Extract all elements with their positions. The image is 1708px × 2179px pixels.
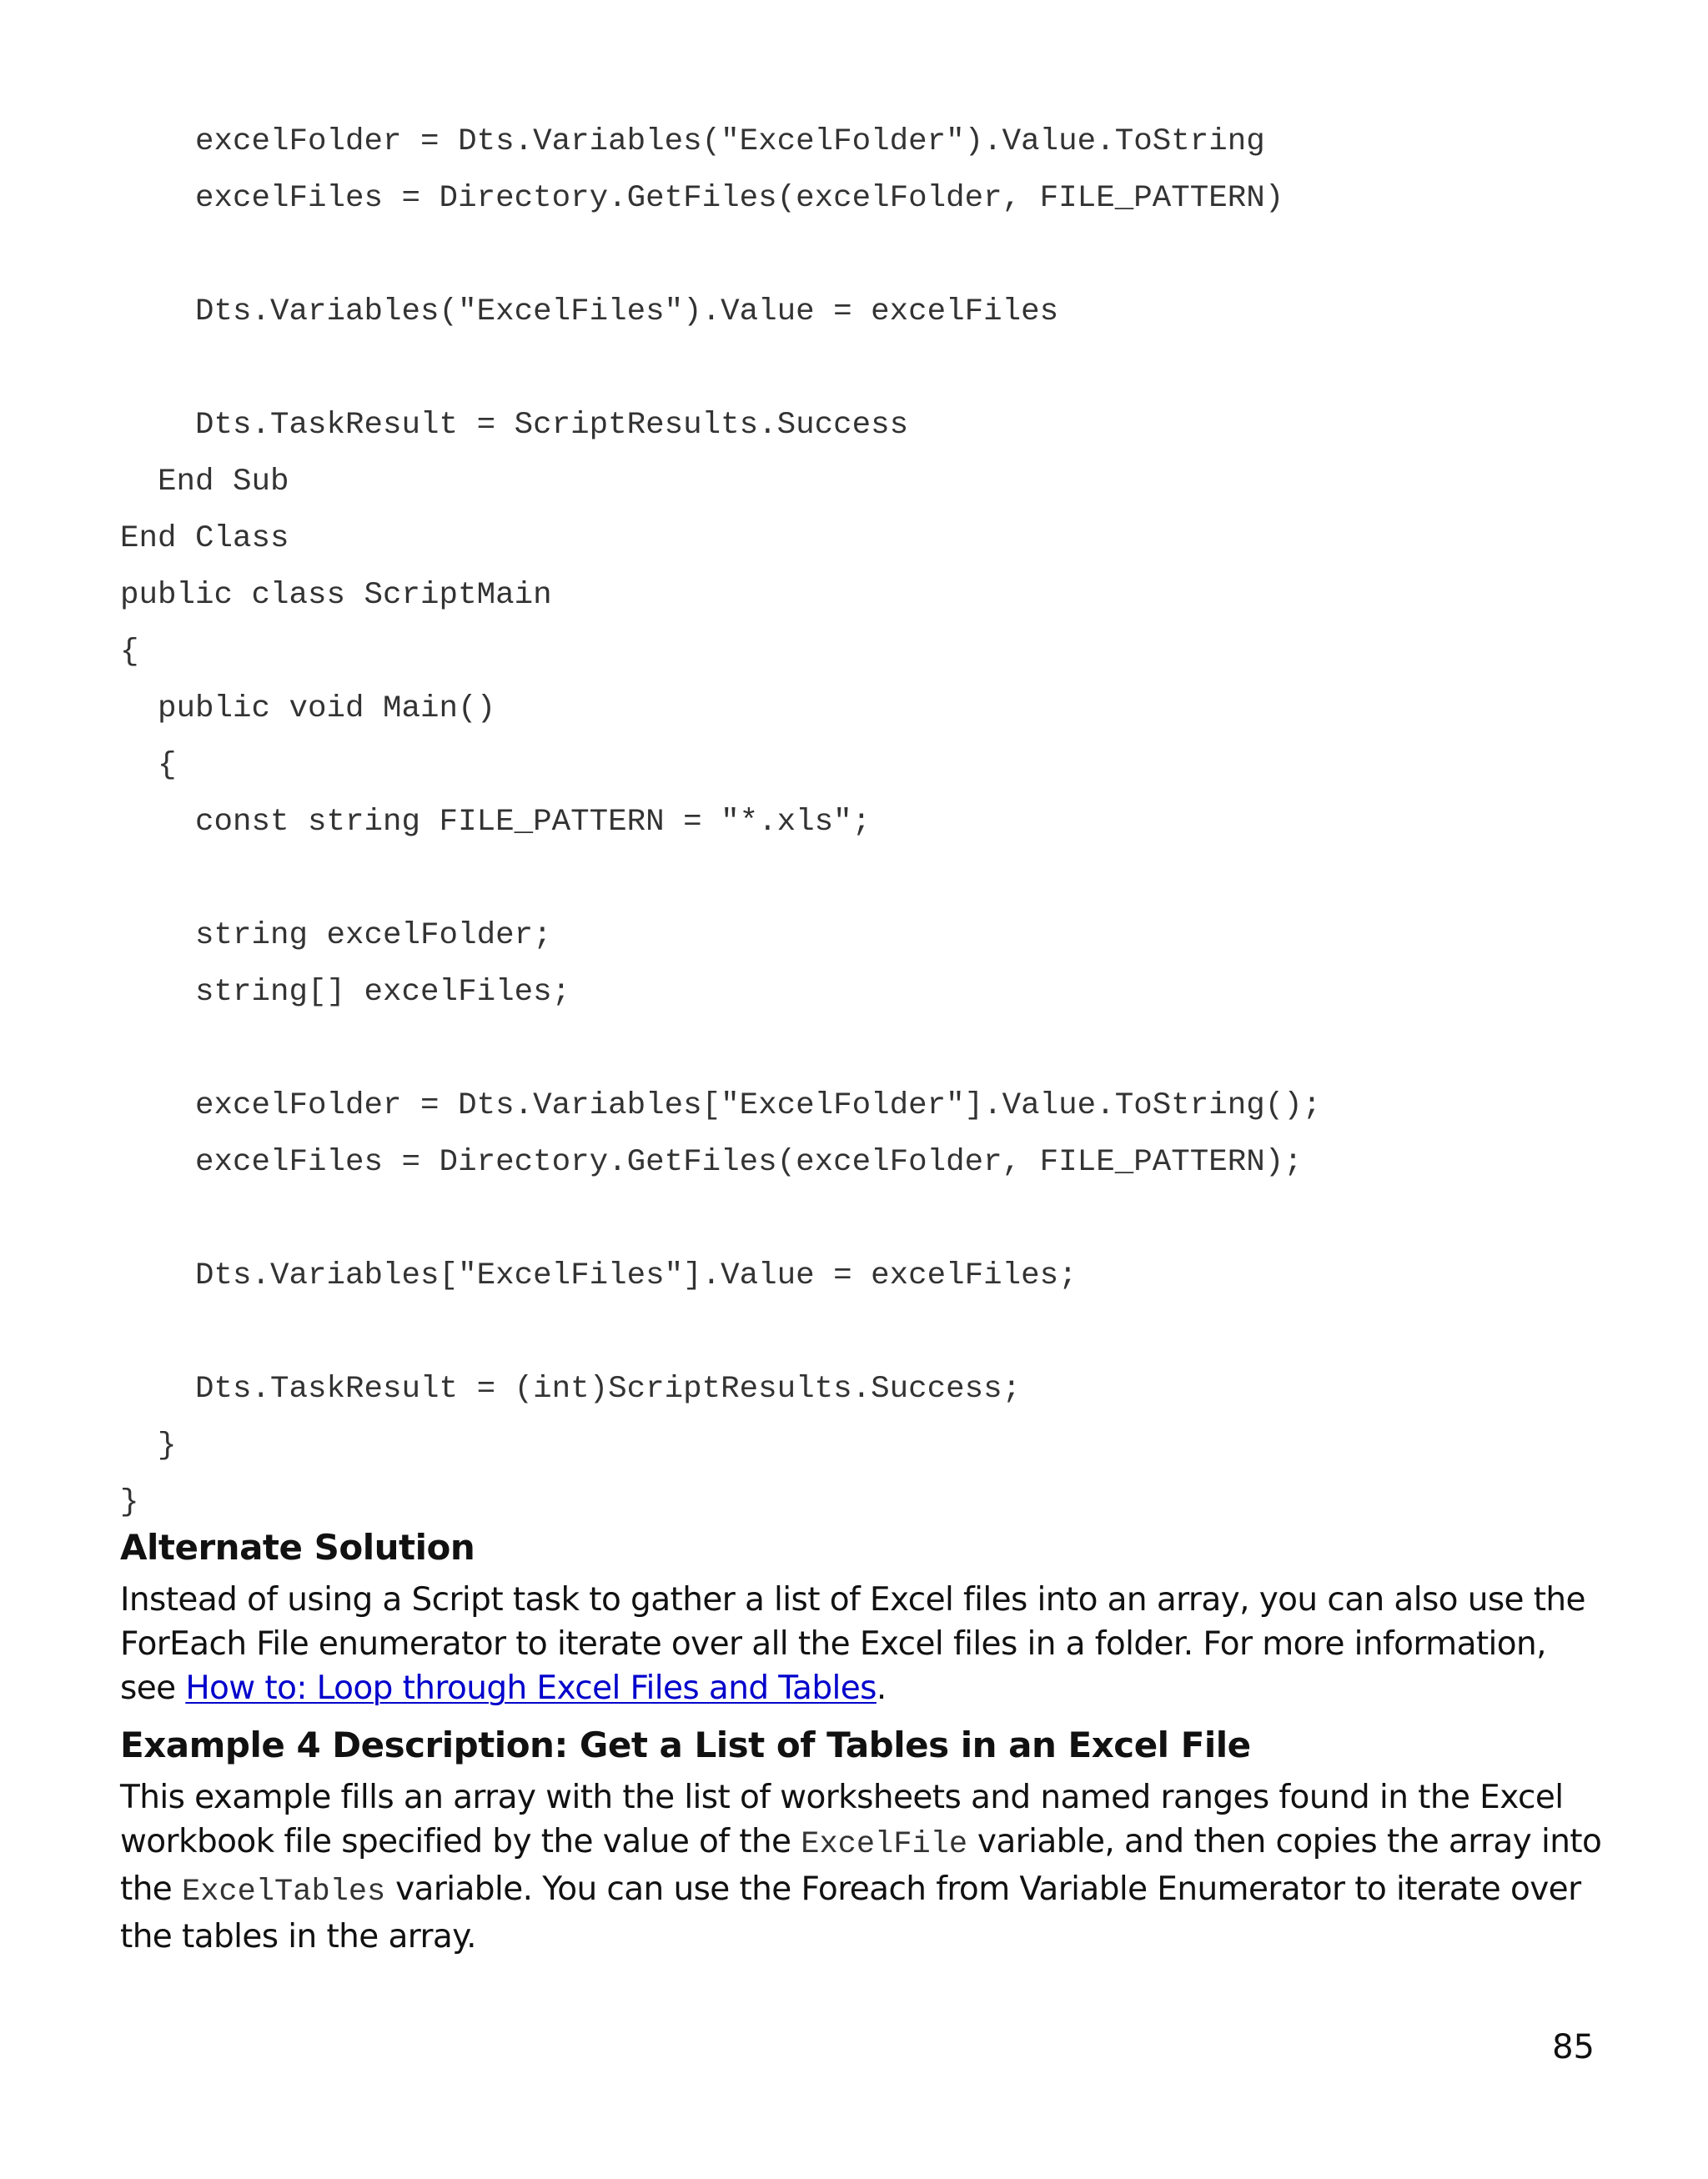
- example-4-text-2: variable, and then copies the array into the: [120, 1823, 1602, 1908]
- code-block: [120, 113, 1621, 1531]
- example-4-text-3: variable. You can use the Foreach from Variable Enumerator to iterate over the tables in the array.: [120, 1870, 1581, 1956]
- example-4-paragraph: [120, 1775, 1605, 1959]
- prose-section: [120, 1518, 1605, 1964]
- code-line: const string FILE_PATTERN = "*.xls";: [120, 805, 872, 840]
- code-line: {: [120, 748, 177, 783]
- code-line: string[] excelFiles;: [120, 975, 571, 1010]
- code-line: Dts.TaskResult = (int)ScriptResults.Success;: [120, 1372, 1022, 1407]
- code-line: Dts.Variables["ExcelFiles"].Value = excelFiles;: [120, 1258, 1078, 1293]
- code-line: {: [120, 635, 139, 670]
- code-line: excelFiles = Directory.GetFiles(excelFolder, FILE_PATTERN);: [120, 1145, 1303, 1180]
- alternate-solution-heading: Alternate Solution: [120, 1527, 475, 1568]
- code-line: [120, 1304, 1621, 1361]
- code-line: string excelFolder;: [120, 918, 552, 953]
- alternate-solution-paragraph: [120, 1578, 1605, 1710]
- code-line: excelFolder = Dts.Variables["ExcelFolder"].Value.ToString();: [120, 1088, 1322, 1123]
- code-line: public void Main(): [120, 691, 496, 726]
- code-line: excelFiles = Directory.GetFiles(excelFolder, FILE_PATTERN): [120, 181, 1284, 216]
- alternate-text-after-link: .: [876, 1669, 887, 1707]
- code-line: [120, 1191, 1621, 1248]
- excel-tables-variable-code: ExcelTables: [182, 1875, 386, 1910]
- code-line: [120, 227, 1621, 284]
- excel-file-variable-code: ExcelFile: [801, 1827, 968, 1862]
- example-4-heading: Example 4 Description: Get a List of Tables in an Excel File: [120, 1725, 1251, 1765]
- code-line: excelFolder = Dts.Variables("ExcelFolder").Value.ToString: [120, 124, 1265, 159]
- code-line: End Sub: [120, 464, 289, 500]
- code-line: Dts.TaskResult = ScriptResults.Success: [120, 408, 909, 443]
- code-line: }: [120, 1485, 139, 1520]
- code-line: public class ScriptMain: [120, 578, 552, 613]
- example-4-text-1: This example fills an array with the list of worksheets and named ranges found in the Excel workbook file specified by the value of the: [120, 1779, 1564, 1860]
- code-line: [120, 851, 1621, 907]
- code-line: [120, 340, 1621, 397]
- alternate-text-before-link: Instead of using a Script task to gather a list of Excel files into an array, you can also use the ForEach File enumerator to iterate over all the Excel files in a folder. For more information, see: [120, 1581, 1585, 1707]
- code-line: End Class: [120, 521, 289, 556]
- loop-excel-files-link[interactable]: How to: Loop through Excel Files and Tables: [185, 1669, 877, 1707]
- code-line: Dts.Variables("ExcelFiles").Value = excelFiles: [120, 294, 1059, 329]
- code-line: }: [120, 1428, 177, 1464]
- code-line: [120, 1021, 1621, 1077]
- page-number: 85: [1552, 2028, 1595, 2066]
